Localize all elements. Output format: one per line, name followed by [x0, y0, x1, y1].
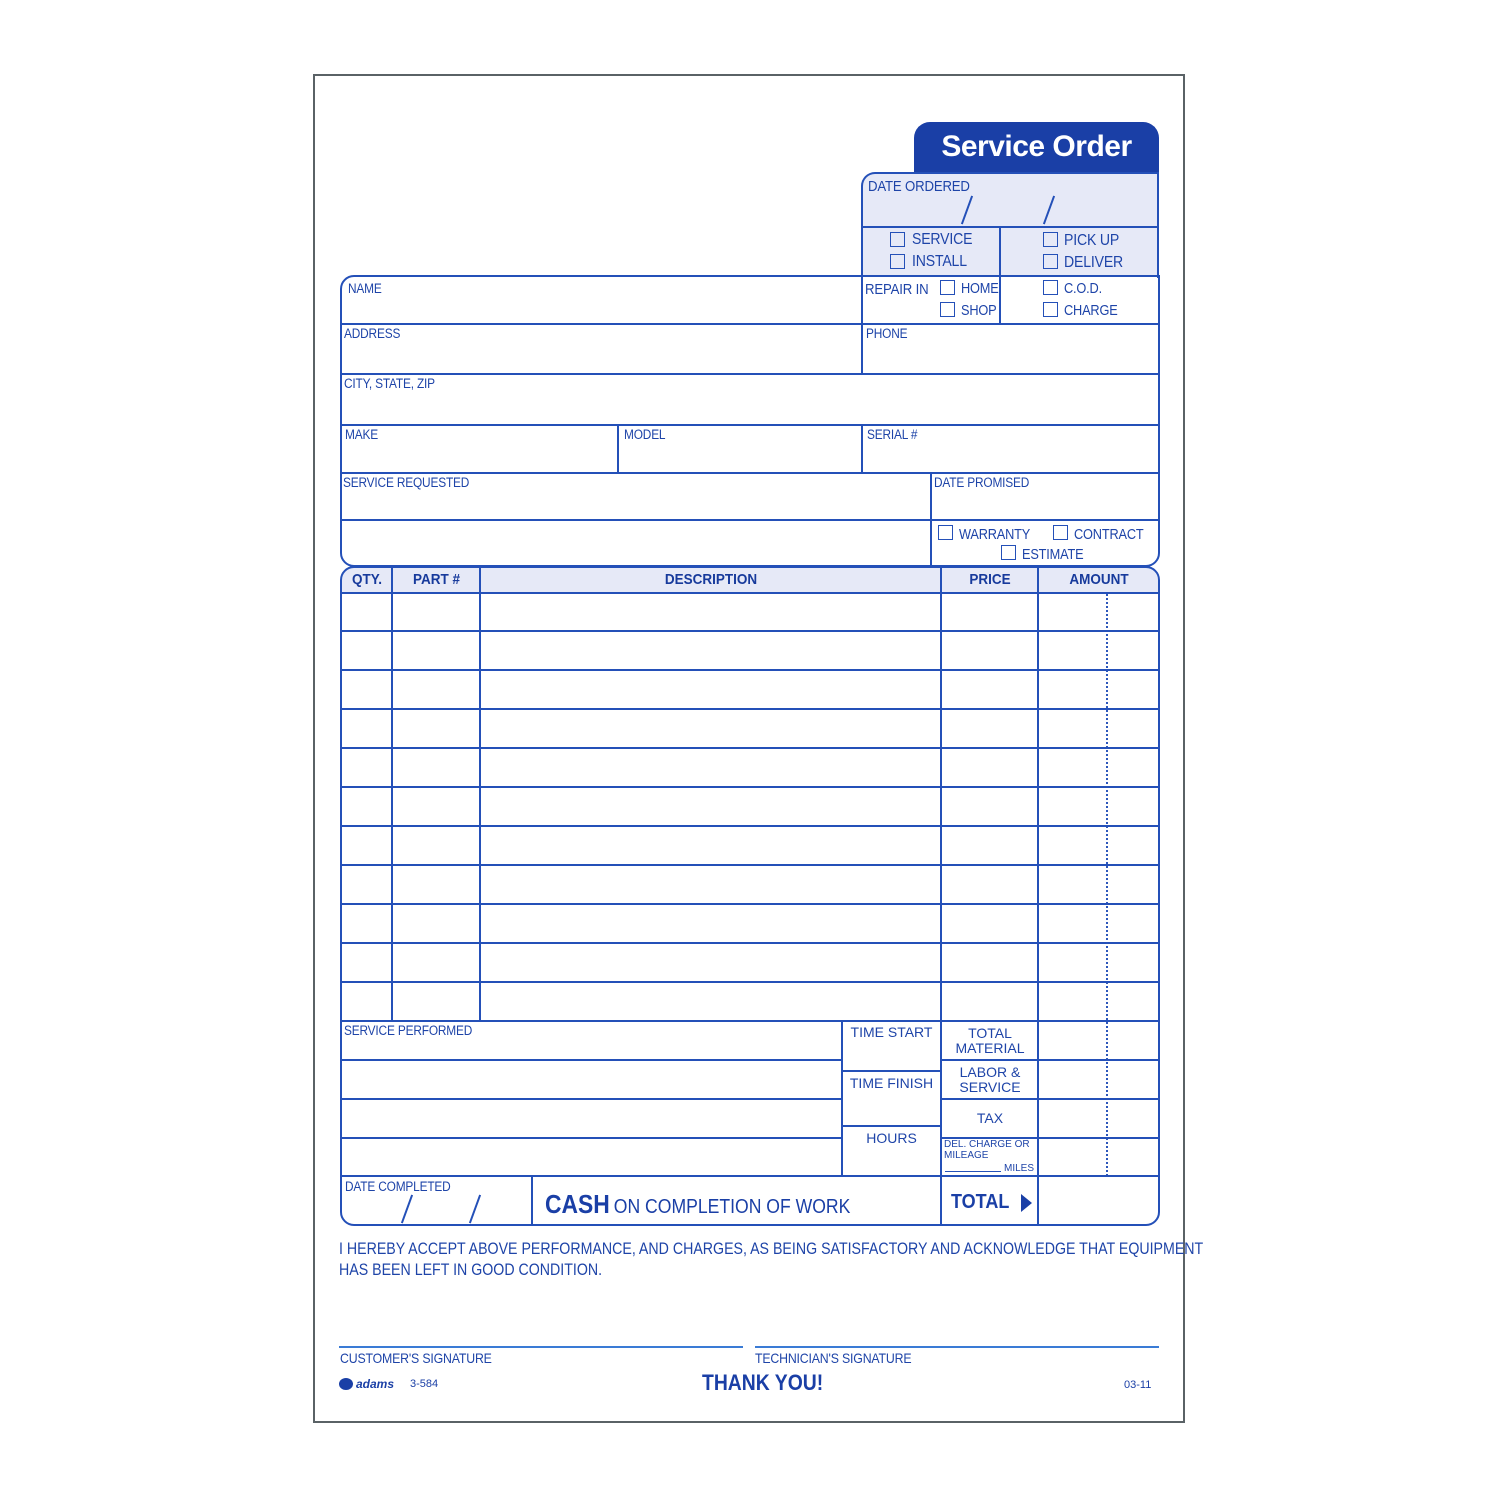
divider [531, 1175, 533, 1225]
pickup-checkbox[interactable] [1043, 232, 1058, 247]
name-field[interactable] [342, 277, 861, 323]
total-arrow-icon [1021, 1194, 1032, 1212]
column-header-part: PART # [412, 571, 460, 588]
name-label: NAME [348, 281, 382, 296]
warranty-label: WARRANTY [959, 527, 1031, 543]
contract-checkbox[interactable] [1053, 525, 1068, 540]
city-state-zip-label: CITY, STATE, ZIP [344, 376, 435, 391]
date-promised-field[interactable] [932, 474, 1157, 518]
table-row [340, 981, 1160, 983]
column-header-description: DESCRIPTION [664, 571, 758, 588]
date-ordered-label: DATE ORDERED [868, 178, 970, 195]
date-completed-label: DATE COMPLETED [345, 1179, 451, 1194]
table-row [340, 825, 1160, 827]
service-checkbox[interactable] [890, 232, 905, 247]
column-header-price: PRICE [969, 571, 1011, 588]
table-row [340, 864, 1160, 866]
labor-service-label: LABOR & SERVICE [959, 1064, 1021, 1095]
miles-label: MILES [1004, 1163, 1035, 1174]
shop-checkbox[interactable] [940, 302, 955, 317]
table-row [340, 747, 1160, 749]
page-title: Service Order [941, 130, 1132, 163]
deliver-label: DELIVER [1064, 254, 1124, 271]
repair-in-label: REPAIR IN [865, 281, 929, 298]
divider [340, 519, 1160, 521]
customer-signature-line[interactable] [339, 1346, 743, 1348]
service-label: SERVICE [912, 231, 973, 248]
revision-code: 03-11 [1124, 1379, 1152, 1391]
del-charge-label: DEL. CHARGE OR MILEAGE [944, 1139, 1030, 1161]
cod-label: C.O.D. [1064, 281, 1102, 297]
acceptance-text: I HEREBY ACCEPT ABOVE PERFORMANCE, AND CHARGES, AS BEING SATISFACTORY AND ACKNOWLEDGE THAT EQUIPMENT HAS BEEN LEFT IN GOOD CONDITION. [339, 1240, 1204, 1279]
estimate-checkbox[interactable] [1001, 545, 1016, 560]
divider [340, 1059, 842, 1061]
divider [841, 1125, 941, 1127]
table-row [340, 669, 1160, 671]
labor-amount[interactable] [1039, 1061, 1158, 1097]
table-row [340, 708, 1160, 710]
pickup-label: PICK UP [1064, 232, 1120, 249]
grand-total-amount[interactable] [1039, 1177, 1158, 1223]
divider [391, 566, 393, 1021]
install-checkbox[interactable] [890, 254, 905, 269]
table-row [340, 630, 1160, 632]
customer-signature-label: CUSTOMER'S SIGNATURE [340, 1350, 492, 1366]
technician-signature-line[interactable] [755, 1346, 1159, 1348]
del-charge-amount[interactable] [1039, 1139, 1158, 1175]
cash-notice [545, 1189, 850, 1220]
contract-label: CONTRACT [1074, 527, 1144, 543]
serial-field[interactable] [863, 426, 1157, 472]
total-label: TOTAL [951, 1191, 1010, 1213]
brand-name: adams [356, 1377, 395, 1391]
phone-label: PHONE [866, 326, 908, 341]
model-label: MODEL [624, 427, 666, 442]
divider [340, 1175, 1160, 1177]
column-header-amount: AMOUNT [1069, 571, 1129, 588]
model-field[interactable] [619, 426, 861, 472]
address-label: ADDRESS [344, 326, 401, 341]
total-material-amount[interactable] [1039, 1022, 1158, 1058]
miles-line [945, 1171, 1001, 1172]
tax-label: TAX [976, 1110, 1004, 1126]
divider [479, 566, 481, 1021]
column-header-qty: QTY. [351, 571, 383, 588]
charge-checkbox[interactable] [1043, 302, 1058, 317]
home-label: HOME [961, 281, 999, 297]
technician-signature-label: TECHNICIAN'S SIGNATURE [755, 1350, 912, 1366]
charge-label: CHARGE [1064, 303, 1118, 319]
divider [841, 1020, 843, 1177]
serial-label: SERIAL # [867, 427, 918, 442]
adams-logo-icon [339, 1378, 353, 1390]
city-state-zip-field[interactable] [342, 375, 1157, 424]
make-label: MAKE [345, 427, 378, 442]
address-field[interactable] [342, 325, 861, 373]
deliver-checkbox[interactable] [1043, 254, 1058, 269]
estimate-label: ESTIMATE [1022, 547, 1084, 563]
service-requested-label: SERVICE REQUESTED [343, 475, 470, 490]
divider [861, 226, 1159, 228]
divider [340, 1098, 842, 1100]
install-label: INSTALL [912, 253, 967, 270]
cash-bold: CASH [545, 1189, 610, 1219]
total-material-label: TOTAL MATERIAL [955, 1025, 1025, 1056]
phone-field[interactable] [863, 325, 1157, 373]
table-row [340, 786, 1160, 788]
divider [340, 1137, 842, 1139]
tax-amount[interactable] [1039, 1100, 1158, 1136]
home-checkbox[interactable] [940, 280, 955, 295]
table-row [340, 942, 1160, 944]
warranty-checkbox[interactable] [938, 525, 953, 540]
divider [841, 1070, 941, 1072]
divider [940, 566, 942, 1226]
date-promised-label: DATE PROMISED [934, 475, 1030, 490]
shop-label: SHOP [961, 303, 997, 319]
time-start-label: TIME START [850, 1024, 933, 1040]
thank-you: THANK YOU! [702, 1370, 824, 1395]
hours-label: HOURS [866, 1130, 917, 1146]
make-field[interactable] [342, 426, 617, 472]
cash-rest: ON COMPLETION OF WORK [613, 1196, 851, 1218]
form-number: 3-584 [410, 1378, 439, 1390]
service-performed-label: SERVICE PERFORMED [344, 1023, 473, 1038]
cod-checkbox[interactable] [1043, 280, 1058, 295]
table-row [340, 903, 1160, 905]
time-finish-label: TIME FINISH [849, 1075, 934, 1091]
